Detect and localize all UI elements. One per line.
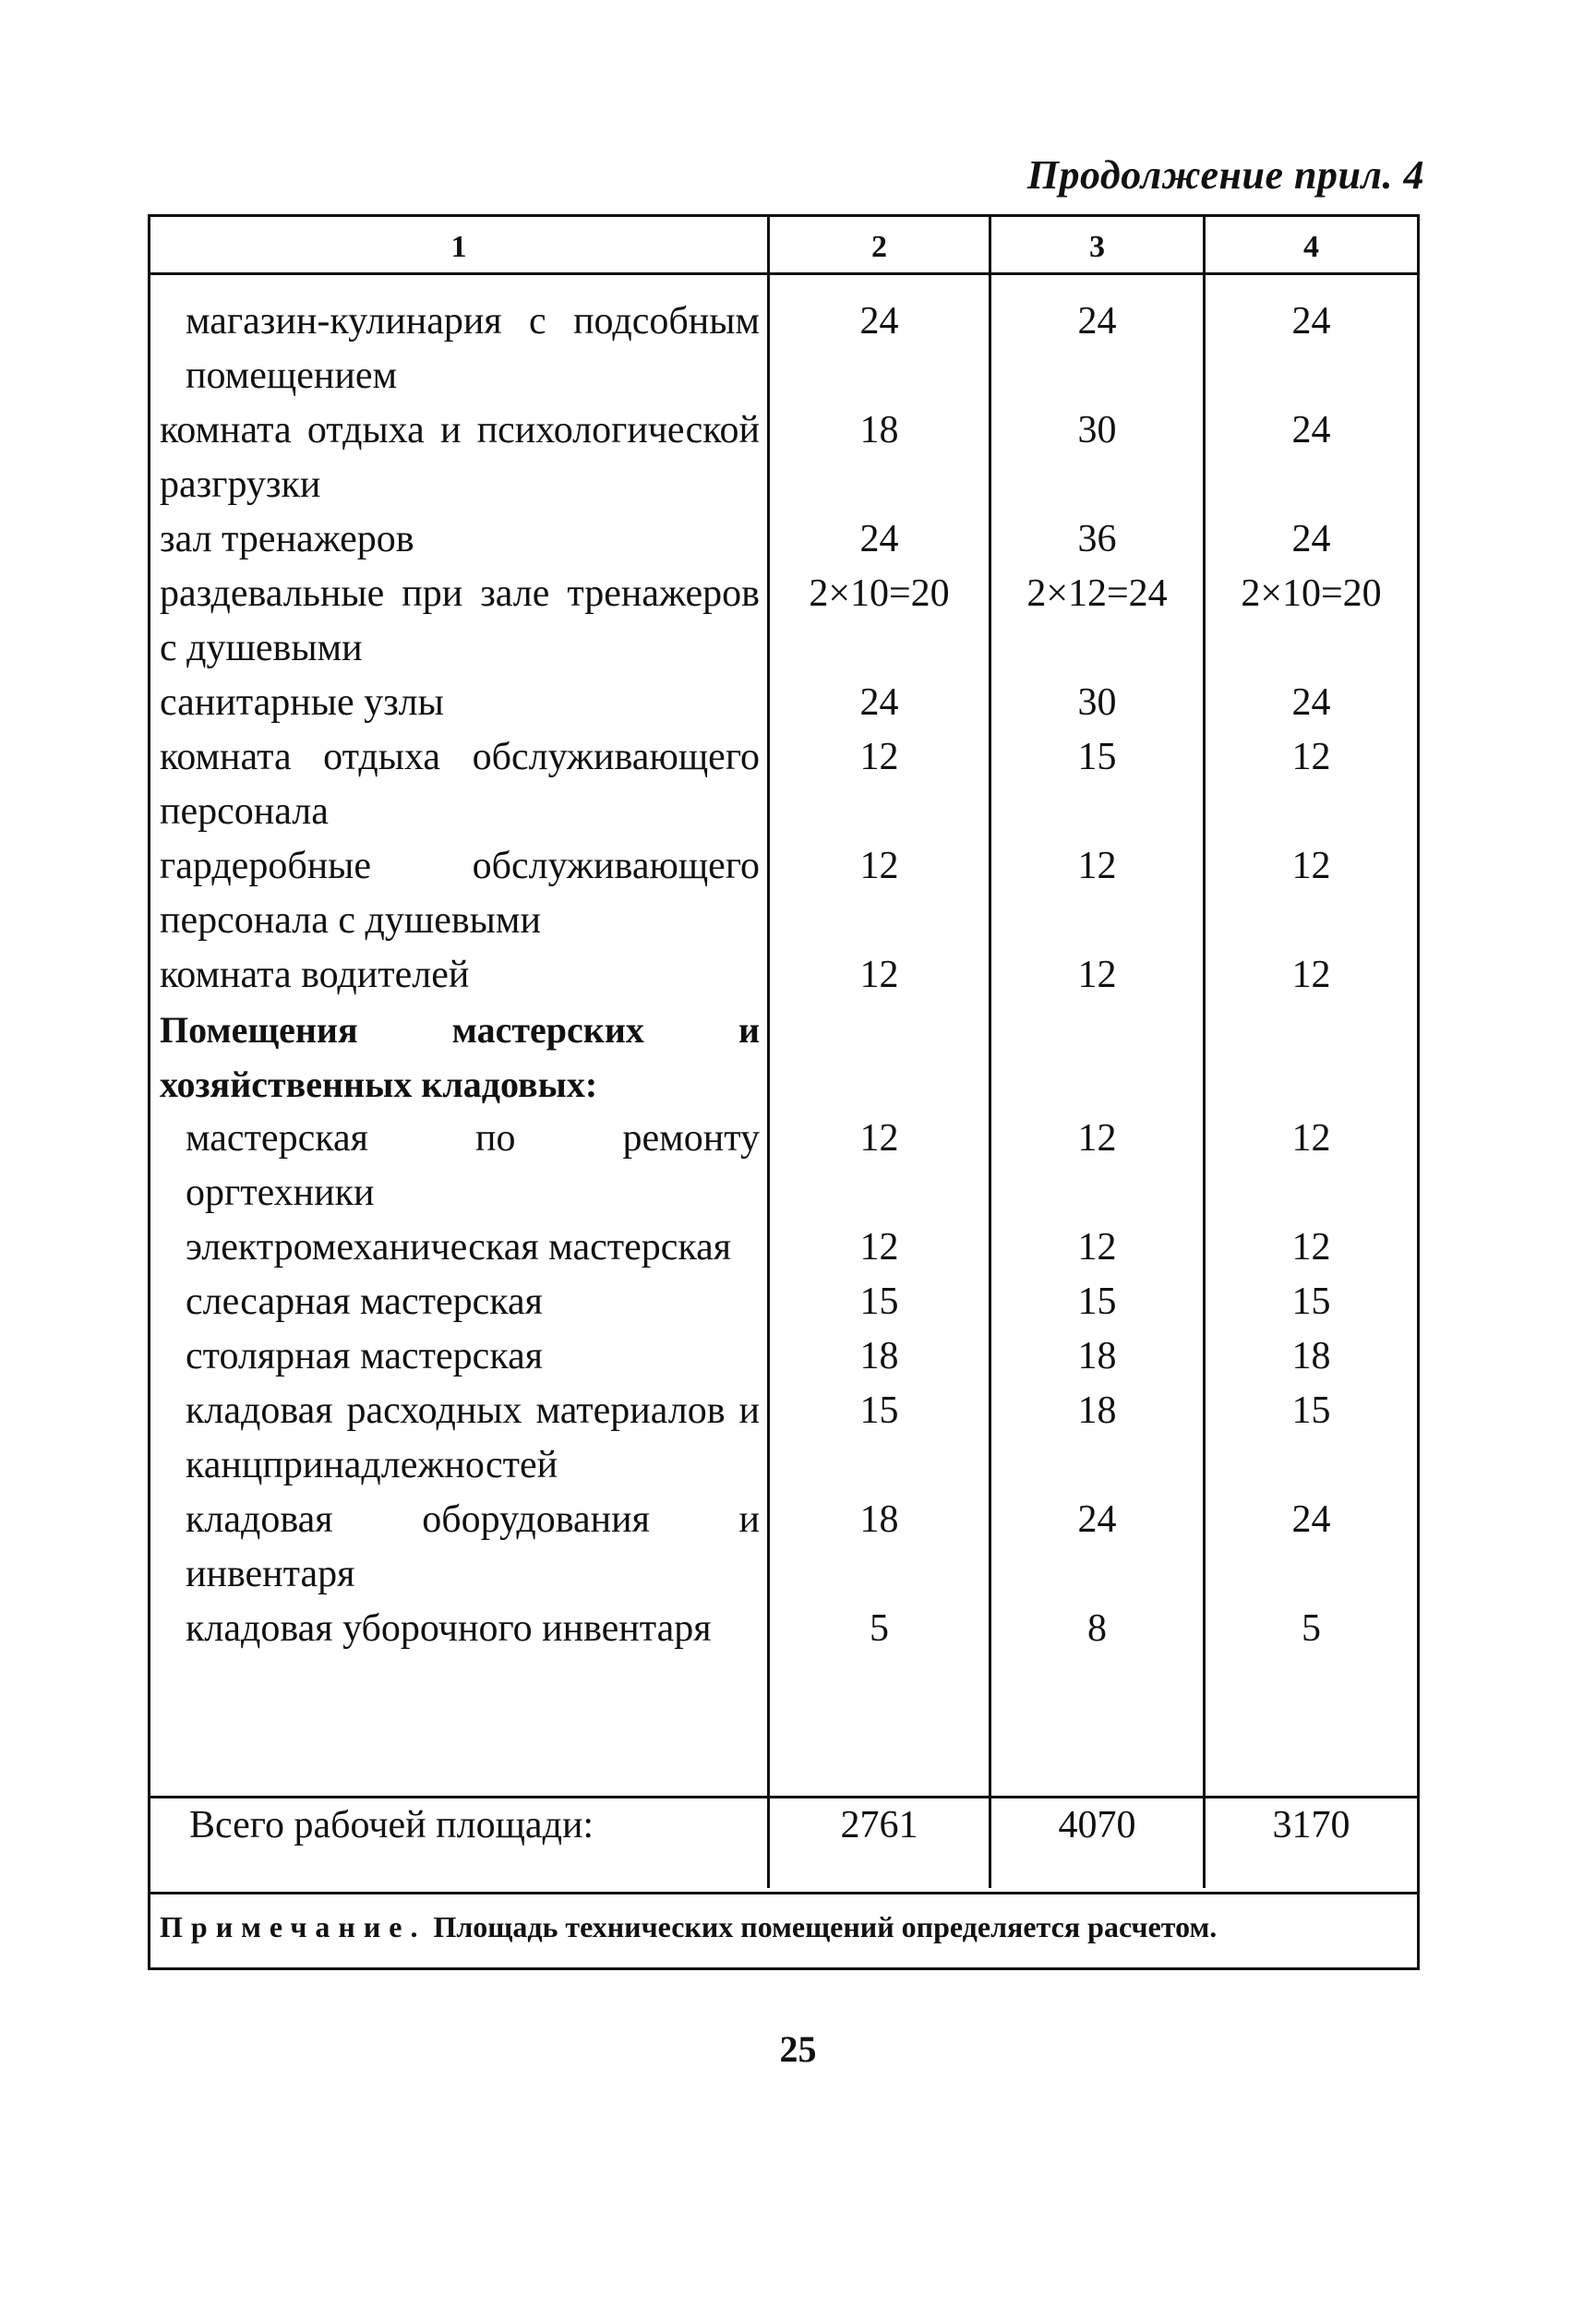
row-value-col3: 12 <box>1077 954 1117 996</box>
row-value-col2: 18 <box>859 1498 899 1541</box>
table-row <box>150 512 1417 567</box>
row-value-col2: 18 <box>859 1335 899 1377</box>
table-row <box>150 1221 1417 1275</box>
row-value-col3: 24 <box>1077 1498 1117 1541</box>
continuation-label: Продолжение прил. 4 <box>1026 152 1424 198</box>
row-value-col3: 24 <box>1077 300 1117 343</box>
section-heading-row <box>150 1003 1417 1112</box>
row-value-col4: 12 <box>1291 954 1331 996</box>
table-row <box>150 1602 1417 1656</box>
row-value-col2: 12 <box>859 845 899 887</box>
row-name: столярная мастерская <box>186 1335 544 1377</box>
row-value-col4: 5 <box>1302 1607 1321 1650</box>
row-name: раздевальные при зале тренажеров с душевыми <box>160 572 760 669</box>
total-label: Всего рабочей площади: <box>189 1804 594 1846</box>
note-lead: Примечание. <box>160 1910 426 1943</box>
row-value-col2: 12 <box>859 1226 899 1269</box>
row-name: зал тренажеров <box>160 518 414 560</box>
column-header-3: 3 <box>1089 230 1105 264</box>
row-value-col3: 18 <box>1077 1335 1117 1377</box>
row-value-col3: 2×12=24 <box>1026 572 1168 615</box>
total-value-col3: 4070 <box>1058 1804 1136 1846</box>
row-name: электромеханическая мастерская <box>186 1226 732 1269</box>
row-name: комната отдыха и психологической разгрузки <box>160 409 760 506</box>
row-value-col2: 24 <box>859 300 899 343</box>
note-text: Площадь технических помещений определяется расчетом. <box>433 1910 1218 1943</box>
table-row <box>150 1493 1417 1602</box>
note-divider <box>150 1892 1417 1894</box>
table-note <box>160 1910 1217 1944</box>
table-row <box>150 1329 1417 1384</box>
row-value-col4: 24 <box>1291 681 1331 724</box>
row-value-col4: 24 <box>1291 300 1331 343</box>
column-header-1: 1 <box>450 230 467 264</box>
table-row <box>150 1112 1417 1221</box>
row-value-col4: 18 <box>1291 1335 1331 1377</box>
row-value-col3: 8 <box>1087 1607 1107 1650</box>
table-row <box>150 403 1417 512</box>
section-heading: Помещения мастерских и хозяйственных кладовых: <box>160 1009 760 1105</box>
row-value-col2: 5 <box>870 1607 889 1650</box>
total-divider <box>150 1796 1417 1798</box>
header-divider <box>150 272 1417 275</box>
table-row <box>150 295 1417 403</box>
row-name: кладовая оборудования и инвентаря <box>186 1498 760 1595</box>
row-value-col4: 24 <box>1291 518 1331 560</box>
row-value-col2: 12 <box>859 1117 899 1160</box>
row-value-col3: 18 <box>1077 1389 1117 1432</box>
row-value-col4: 15 <box>1291 1281 1331 1323</box>
row-name: комната отдыха обслуживающего персонала <box>160 736 760 833</box>
row-value-col4: 12 <box>1291 1226 1331 1269</box>
table-row <box>150 567 1417 676</box>
row-value-col3: 15 <box>1077 736 1117 778</box>
row-value-col4: 12 <box>1291 1117 1331 1160</box>
total-value-col2: 2761 <box>840 1804 918 1846</box>
row-value-col4: 12 <box>1291 736 1331 778</box>
column-header-2: 2 <box>871 230 887 264</box>
row-value-col3: 15 <box>1077 1281 1117 1323</box>
row-name: слесарная мастерская <box>186 1281 543 1323</box>
table-row <box>150 948 1417 1003</box>
row-name: кладовая уборочного инвентаря <box>186 1607 712 1650</box>
row-value-col3: 12 <box>1077 1117 1117 1160</box>
row-name: санитарные узлы <box>160 681 444 724</box>
table-row <box>150 730 1417 839</box>
row-value-col3: 12 <box>1077 845 1117 887</box>
row-name: гардеробные обслуживающего персонала с душевыми <box>160 845 760 942</box>
row-value-col2: 2×10=20 <box>809 572 950 615</box>
row-value-col2: 15 <box>859 1389 899 1432</box>
row-name: кладовая расходных материалов и канцпринадлежностей <box>186 1389 760 1486</box>
row-name: комната водителей <box>160 954 470 996</box>
row-value-col2: 24 <box>859 518 899 560</box>
table-row <box>150 1275 1417 1329</box>
table-row <box>150 839 1417 948</box>
row-value-col2: 12 <box>859 954 899 996</box>
row-value-col3: 30 <box>1077 681 1117 724</box>
row-value-col4: 12 <box>1291 845 1331 887</box>
row-value-col2: 18 <box>859 409 899 451</box>
row-value-col3: 30 <box>1077 409 1117 451</box>
row-value-col2: 12 <box>859 736 899 778</box>
row-name: мастерская по ремонту оргтехники <box>186 1117 760 1214</box>
page-number: 25 <box>779 2028 817 2070</box>
row-value-col2: 24 <box>859 681 899 724</box>
row-value-col4: 15 <box>1291 1389 1331 1432</box>
row-value-col3: 36 <box>1077 518 1117 560</box>
table-row <box>150 1384 1417 1493</box>
column-header-4: 4 <box>1303 230 1319 264</box>
row-name: магазин-кулинария с подсобным помещением <box>186 300 760 397</box>
data-table <box>148 214 1420 1970</box>
row-value-col3: 12 <box>1077 1226 1117 1269</box>
table-body <box>150 295 1417 1656</box>
row-value-col2: 15 <box>859 1281 899 1323</box>
row-value-col4: 24 <box>1291 1498 1331 1541</box>
row-value-col4: 24 <box>1291 409 1331 451</box>
row-value-col4: 2×10=20 <box>1241 572 1382 615</box>
table-row <box>150 676 1417 730</box>
total-value-col4: 3170 <box>1272 1804 1350 1846</box>
